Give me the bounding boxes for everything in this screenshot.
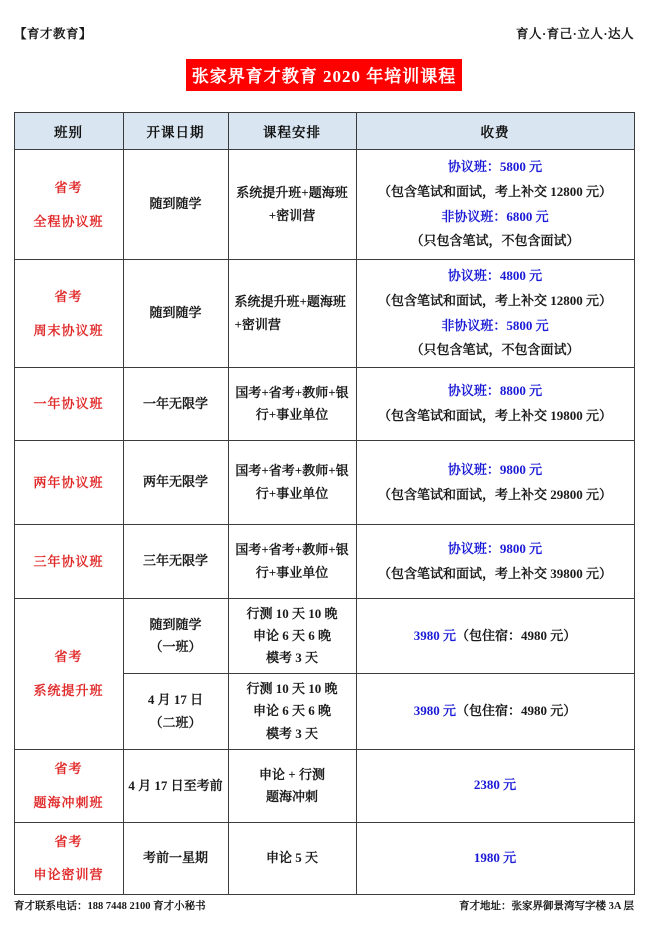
cell-line: 国考+省考+教师+银 [235, 463, 349, 479]
fee-line [361, 699, 630, 724]
fee-line [361, 846, 630, 871]
cell-line: 申论 5 天 [265, 850, 318, 866]
start-date-cell [123, 150, 228, 260]
cell-line: 4 月 17 日至考前 [128, 777, 223, 793]
cell-line: +密训营 [234, 316, 281, 332]
cell-line: 申论密训营 [33, 867, 104, 883]
cell-line: （二班） [149, 714, 202, 730]
cell-line: 随到随学 [149, 196, 202, 212]
cell-line: 两年无限学 [142, 474, 208, 490]
table-row [14, 150, 634, 260]
course-plan-cell [228, 599, 356, 674]
start-date-cell [123, 525, 228, 599]
cell-line: 国考+省考+教师+银 [235, 542, 349, 558]
table-row [14, 441, 634, 525]
fee-cell [356, 150, 634, 260]
fee-note-text: （包含笔试和面试，考上补交 29800 元） [377, 486, 612, 502]
price-text: 非协议班：6800 元 [441, 208, 549, 224]
fee-note-text: （只包含笔试，不包含面试） [410, 342, 580, 358]
table-row [14, 750, 634, 823]
fee-note-text: （包住宿：4980 元） [456, 703, 577, 719]
fee-line [361, 483, 630, 508]
start-date-cell [123, 260, 228, 368]
price-text: 3980 元 [413, 627, 456, 643]
class-name-cell [14, 368, 123, 441]
fee-note-text: （包含笔试和面试，考上补交 39800 元） [377, 565, 612, 581]
fee-note-text: （只包含笔试，不包含面试） [410, 233, 580, 249]
cell-line: 系统提升班+题海班 [234, 294, 346, 310]
fee-line [361, 264, 630, 289]
title-container [0, 59, 648, 91]
start-date-cell [123, 368, 228, 441]
price-text: 1980 元 [473, 850, 517, 866]
fee-line [361, 773, 630, 798]
table-row [14, 525, 634, 599]
cell-line: 周末协议班 [33, 322, 104, 338]
class-name-cell [14, 822, 123, 895]
course-plan-cell [228, 750, 356, 823]
table-row [14, 368, 634, 441]
column-header-2: 课程安排 [228, 113, 356, 150]
fee-line [361, 624, 630, 649]
start-date-cell [123, 599, 228, 674]
class-name-cell [14, 525, 123, 599]
cell-line: 省考 [54, 649, 83, 665]
cell-line: 一年协议班 [33, 396, 104, 412]
fee-note-text: （包含笔试和面试，考上补交 12800 元） [377, 292, 612, 308]
cell-line: 省考 [54, 761, 83, 776]
fee-line [361, 205, 630, 230]
price-text: 2380 元 [473, 777, 517, 793]
cell-line: +密训营 [268, 207, 316, 223]
price-text: 协议班：5800 元 [447, 159, 543, 175]
price-text: 协议班：4800 元 [447, 268, 543, 284]
column-header-3: 收费 [356, 113, 634, 150]
fee-cell [356, 441, 634, 525]
slogan-text: 育人·育己·立人·达人 [515, 27, 634, 41]
course-plan-cell [228, 441, 356, 525]
brand-text: 【育才教育】 [14, 27, 93, 41]
price-text: 协议班：9800 元 [447, 540, 543, 556]
cell-line: 行+事业单位 [255, 564, 329, 580]
address: 育才地址：张家界御景湾写字楼 3A 层 [458, 901, 634, 913]
cell-line: 全程协议班 [33, 213, 104, 229]
course-plan-cell [228, 822, 356, 895]
cell-line: 系统提升班+题海班 [236, 185, 348, 201]
start-date-cell [123, 822, 228, 895]
cell-line: 申论 6 天 6 晚 [252, 703, 331, 719]
start-date-cell [123, 674, 228, 750]
fee-line [361, 289, 630, 314]
table-header-row [14, 113, 634, 150]
contact-phone: 育才联系电话：188 7448 2100 育才小秘书 [14, 901, 206, 913]
cell-line: 三年协议班 [33, 553, 104, 569]
fee-note-text: （包含笔试和面试，考上补交 12800 元） [377, 183, 612, 199]
cell-line: 一年无限学 [142, 395, 208, 411]
cell-line: 省考 [54, 179, 83, 195]
cell-line: 4 月 17 日 [147, 692, 204, 708]
column-header-0: 班别 [14, 113, 123, 150]
price-text: 协议班：8800 元 [447, 383, 543, 399]
page-title: 张家界育才教育 2020 年培训课程 [186, 59, 463, 91]
course-plan-cell [228, 674, 356, 750]
fee-line [361, 404, 630, 429]
fee-line [361, 537, 630, 562]
cell-line: 申论 6 天 6 晚 [252, 627, 331, 643]
fee-line [361, 180, 630, 205]
class-name-cell [14, 260, 123, 368]
price-text: 非协议班：5800 元 [441, 317, 549, 333]
cell-line: 行+事业单位 [255, 485, 329, 501]
column-header-1: 开课日期 [123, 113, 228, 150]
fee-line [361, 379, 630, 404]
cell-line: 随到随学 [149, 616, 202, 632]
cell-line: 三年无限学 [142, 553, 208, 569]
cell-line: 模考 3 天 [265, 725, 318, 741]
class-name-cell [14, 599, 123, 750]
cell-line: 题海冲刺班 [33, 794, 104, 810]
cell-line: 行测 10 天 10 晚 [246, 605, 338, 621]
course-table [14, 112, 635, 895]
cell-line: 行+事业单位 [255, 407, 329, 422]
cell-line: 国考+省考+教师+银 [235, 384, 349, 400]
fee-line [361, 338, 630, 363]
fee-line [361, 458, 630, 483]
course-plan-cell [228, 368, 356, 441]
fee-line [361, 155, 630, 180]
fee-note-text: （包含笔试和面试，考上补交 19800 元） [377, 408, 612, 423]
cell-line: 行测 10 天 10 晚 [246, 681, 338, 697]
fee-cell [356, 368, 634, 441]
fee-line [361, 229, 630, 254]
fee-note-text: （包住宿：4980 元） [456, 627, 577, 643]
cell-line: 省考 [54, 288, 83, 304]
cell-line: 模考 3 天 [265, 650, 318, 666]
cell-line: 考前一星期 [142, 850, 208, 866]
course-plan-cell [228, 150, 356, 260]
price-text: 协议班：9800 元 [447, 461, 543, 477]
table-row [14, 599, 634, 674]
fee-line [361, 314, 630, 339]
class-name-cell [14, 750, 123, 823]
cell-line: 申论 + 行测 [259, 766, 325, 782]
start-date-cell [123, 441, 228, 525]
cell-line: 随到随学 [149, 305, 202, 321]
cell-line: 系统提升班 [33, 683, 104, 698]
page-footer [14, 898, 634, 913]
fee-cell [356, 750, 634, 823]
fee-cell [356, 822, 634, 895]
page-top-bar [14, 24, 634, 42]
start-date-cell [123, 750, 228, 823]
fee-cell [356, 674, 634, 750]
class-name-cell [14, 441, 123, 525]
cell-line: 题海冲刺 [265, 788, 318, 804]
class-name-cell [14, 150, 123, 260]
course-plan-cell [228, 260, 356, 368]
price-text: 3980 元 [413, 703, 456, 719]
course-plan-cell [228, 525, 356, 599]
fee-cell [356, 525, 634, 599]
fee-cell [356, 260, 634, 368]
cell-line: （一班） [149, 639, 202, 654]
cell-line: 省考 [54, 833, 83, 849]
fee-line [361, 562, 630, 587]
table-row [14, 822, 634, 895]
cell-line: 两年协议班 [33, 474, 104, 490]
fee-cell [356, 599, 634, 674]
table-row [14, 260, 634, 368]
